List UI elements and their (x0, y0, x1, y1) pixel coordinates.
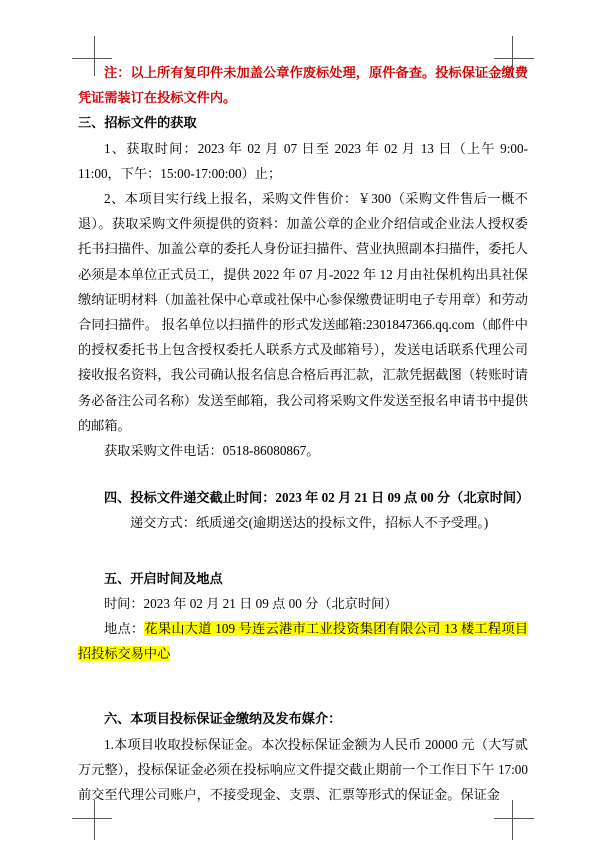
section-three-phone: 获取采购文件电话：0518-86080867。 (104, 443, 320, 459)
section-five-place-value: 花果山大道 109 号连云港市工业投资集团有限公司 13 楼工程项目招投标交易中心 (78, 621, 529, 662)
section-five-time: 时间：2023 年 02 月 21 日 09 点 00 分（北京时间） (104, 595, 398, 611)
section-four-method: 递交方式：纸质递交(逾期送达的投标文件，招标人不予受理。) (130, 515, 489, 531)
document-body (78, 60, 528, 807)
section-five-place (78, 616, 528, 666)
section-six-heading: 六、本项目投标保证金缴纳及发布媒介： (104, 711, 342, 727)
notice-paragraph: 注：以上所有复印件未加盖公章作废标处理，原件备查。投标保证金缴费凭证需装订在投标文件内。 (78, 65, 528, 106)
section-four-heading: 四、投标文件递交截止时间：2023 年 02 月 21 日 09 点 00 分（北京时间） (104, 490, 530, 506)
section-five-place-label: 地点： (104, 621, 145, 637)
section-six-item-1: 1.本项目收取投标保证金。本次投标保证金额为人民币 20000 元（大写贰万元整），投标保证金必须在投标响应文件提交截止期前一个工作日下午 17:00 前交至代理公司账户，不接受现金、支票、汇票等形式的保证金。保证金 (78, 736, 528, 803)
section-three-item-2: 2、本项目实行线上报名，采购文件售价：￥300（采购文件售后一概不退）。获取采购文件须提供的资料：加盖公章的企业介绍信或企业法人授权委托书扫描件、加盖公章的委托人身份证扫描件、营业执照副本扫描件，委托人必须是本单位正式员工，提供 2022 年 07 月-2022 年 12 月由社保机构出具社保缴纳证明材料（加盖社保中心章或社保中心参保缴费证明电子专用章）和劳动合同扫描件。 报名单位以扫描件的形式发送邮箱:2301847366.qq.com（邮件中的授权委托书上包含授权委托人联系方式及邮箱号），发送电话联系代理公司接收报名资料，我公司确认报名信息合格后再汇款，汇款凭据截图（转账时请务必备注公司名称）发送至邮箱，我公司将采购文件发送至报名申请书中提供的邮箱。 (78, 191, 528, 433)
section-five-heading: 五、开启时间及地点 (104, 570, 223, 586)
section-three-heading: 三、招标文件的获取 (78, 115, 197, 131)
section-three-item-1: 1、获取时间：2023 年 02 月 07 日至 2023 年 02 月 13 日（上午 9:00-11:00，下午：15:00-17:00:00）止； (78, 140, 528, 181)
